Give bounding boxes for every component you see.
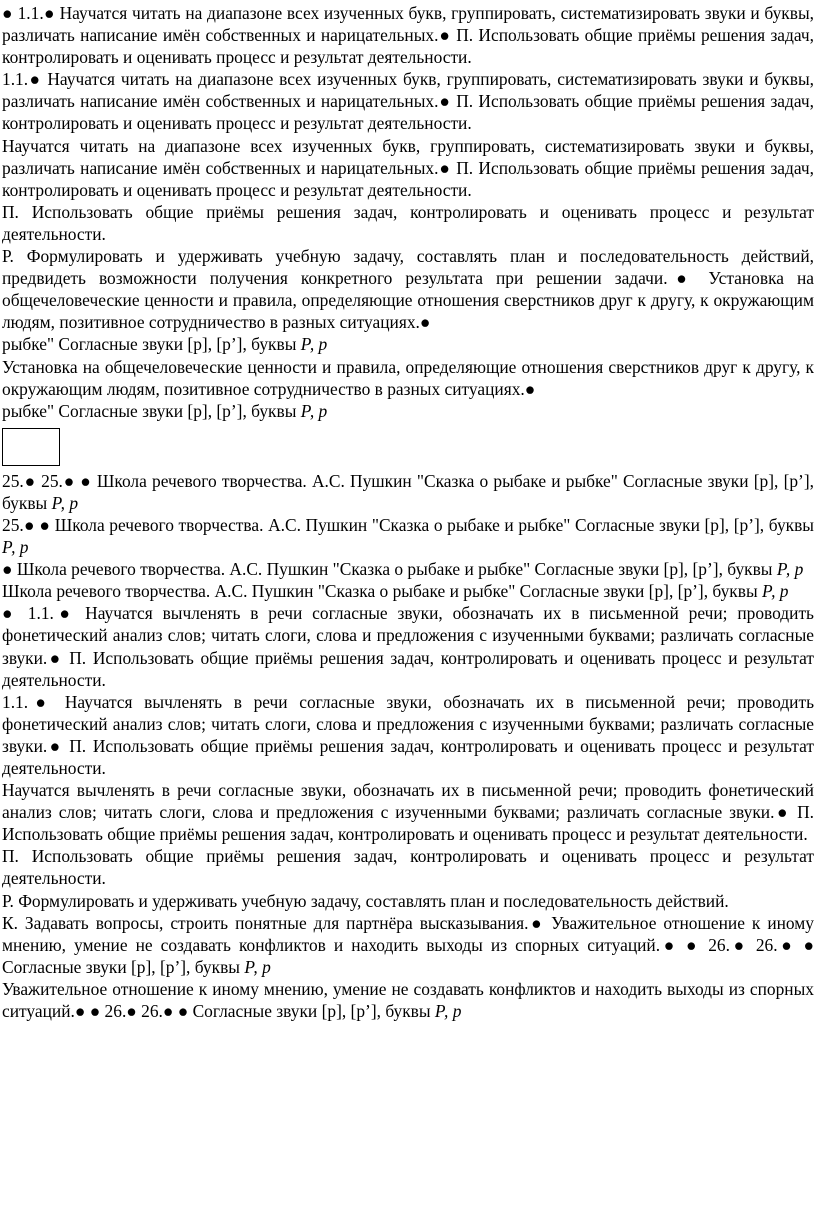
empty-table-cell	[2, 428, 60, 466]
paragraph-17	[2, 890, 814, 912]
paragraph-text: ● Школа речевого творчества. А.С. Пушкин "Сказка о рыбаке и рыбке" Согласные звуки [р], [р’], буквы	[2, 559, 777, 580]
paragraph-text: 25.● 25.● ● Школа речевого творчества. А.С. Пушкин "Сказка о рыбаке и рыбке" Согласные звуки [р], [р’], буквы	[2, 470, 814, 513]
paragraph-text: рыбке" Согласные звуки [р], [р’], буквы	[2, 334, 301, 355]
letters-italic: Р, р	[244, 956, 271, 977]
paragraph-11	[2, 558, 814, 580]
paragraph-text: Р. Формулировать и удерживать учебную задачу, составлять план и последовательность действий, предвидеть возможности получения конкретного результата при решении задачи.● Установка на общечеловеческие ценности и правила, определяющие отношения сверстников друг к другу, к окружающим людям, позитивное сотрудничество в разных ситуациях.●	[2, 246, 814, 333]
letters-italic: Р, р	[2, 537, 29, 558]
paragraph-text: Научатся читать на диапазоне всех изученных букв, группировать, систематизировать звуки и буквы, различать написание имён собственных и нарицательных.● П. Использовать общие приёмы решения задач, контролировать и оценивать процесс и результат деятельности.	[2, 135, 814, 200]
paragraph-text: 1.1.● Научатся читать на диапазоне всех изученных букв, группировать, систематизировать звуки и буквы, различать написание имён собственных и нарицательных.● П. Использовать общие приёмы решения задач, контролировать и оценивать процесс и результат деятельности.	[2, 69, 814, 134]
paragraph-text: Установка на общечеловеческие ценности и правила, определяющие отношения сверстников друг к другу, к окружающим людям, позитивное сотрудничество в разных ситуациях.●	[2, 356, 814, 399]
paragraph-text: К. Задавать вопросы, строить понятные для партнёра высказывания.● Уважительное отношение к иному мнению, умение не создавать конфликтов и находить выходы из спорных ситуаций.● ● 26.● 26.● ● Согласные звуки [р], [р’], буквы	[2, 912, 814, 977]
letters-italic: Р, р	[300, 334, 328, 355]
letters-italic: Р, р	[776, 559, 804, 580]
paragraph-3	[2, 135, 814, 201]
paragraph-text: Р. Формулировать и удерживать учебную задачу, составлять план и последовательность действий.	[2, 890, 729, 911]
paragraph-text: ● 1.1.● Научатся вычленять в речи согласные звуки, обозначать их в письменной речи; проводить фонетический анализ слов; читать слоги, слова и предложения с изученными буквами; различать согласные звуки.● П. Использовать общие приёмы решения задач, контролировать и оценивать процесс и результат деятельности.	[2, 603, 814, 690]
paragraph-6	[2, 333, 814, 355]
paragraph-12	[2, 580, 814, 602]
paragraph-text: П. Использовать общие приёмы решения задач, контролировать и оценивать процесс и результат деятельности.	[2, 846, 814, 889]
paragraph-9	[2, 470, 814, 514]
paragraph-7	[2, 356, 814, 400]
paragraph-16	[2, 845, 814, 889]
paragraph-10	[2, 514, 814, 558]
paragraph-15	[2, 779, 814, 845]
letters-italic: Р, р	[300, 400, 328, 421]
paragraph-2	[2, 68, 814, 134]
paragraph-text: рыбке" Согласные звуки [р], [р’], буквы	[2, 400, 301, 421]
letters-italic: Р, р	[51, 492, 79, 513]
paragraph-text: 25.● ● Школа речевого творчества. А.С. Пушкин "Сказка о рыбаке и рыбке" Согласные звуки [р], [р’], буквы	[2, 514, 814, 535]
document-page	[2, 2, 814, 1022]
paragraph-text: П. Использовать общие приёмы решения задач, контролировать и оценивать процесс и результат деятельности.	[2, 201, 814, 244]
paragraph-5	[2, 245, 814, 333]
paragraph-text: Уважительное отношение к иному мнению, умение не создавать конфликтов и находить выходы из спорных ситуаций.● ● 26.● 26.● ● Согласные звуки [р], [р’], буквы	[2, 978, 814, 1022]
letters-italic: Р, р	[434, 1001, 462, 1022]
paragraph-text: ● 1.1.● Научатся читать на диапазоне всех изученных букв, группировать, систематизировать звуки и буквы, различать написание имён собственных и нарицательных.● П. Использовать общие приёмы решения задач, контролировать и оценивать процесс и результат деятельности.	[2, 3, 814, 68]
paragraph-text: Научатся вычленять в речи согласные звуки, обозначать их в письменной речи; проводить фонетический анализ слов; читать слоги, слова и предложения с изученными буквами; различать согласные звуки.● П. Использовать общие приёмы решения задач, контролировать и оценивать процесс и результат деятельности.	[2, 780, 814, 845]
paragraph-text: 1.1.● Научатся вычленять в речи согласные звуки, обозначать их в письменной речи; проводить фонетический анализ слов; читать слоги, слова и предложения с изученными буквами; различать согласные звуки.● П. Использовать общие приёмы решения задач, контролировать и оценивать процесс и результат деятельности.	[2, 691, 814, 778]
letters-italic: Р, р	[762, 581, 789, 602]
paragraph-14	[2, 691, 814, 779]
paragraph-4	[2, 201, 814, 245]
paragraph-19	[2, 978, 814, 1022]
paragraph-18	[2, 912, 814, 978]
paragraph-text: Школа речевого творчества. А.С. Пушкин "Сказка о рыбаке и рыбке" Согласные звуки [р], [р’], буквы	[2, 581, 762, 602]
paragraph-8	[2, 400, 814, 422]
paragraph-1	[2, 2, 814, 68]
paragraph-13	[2, 602, 814, 690]
